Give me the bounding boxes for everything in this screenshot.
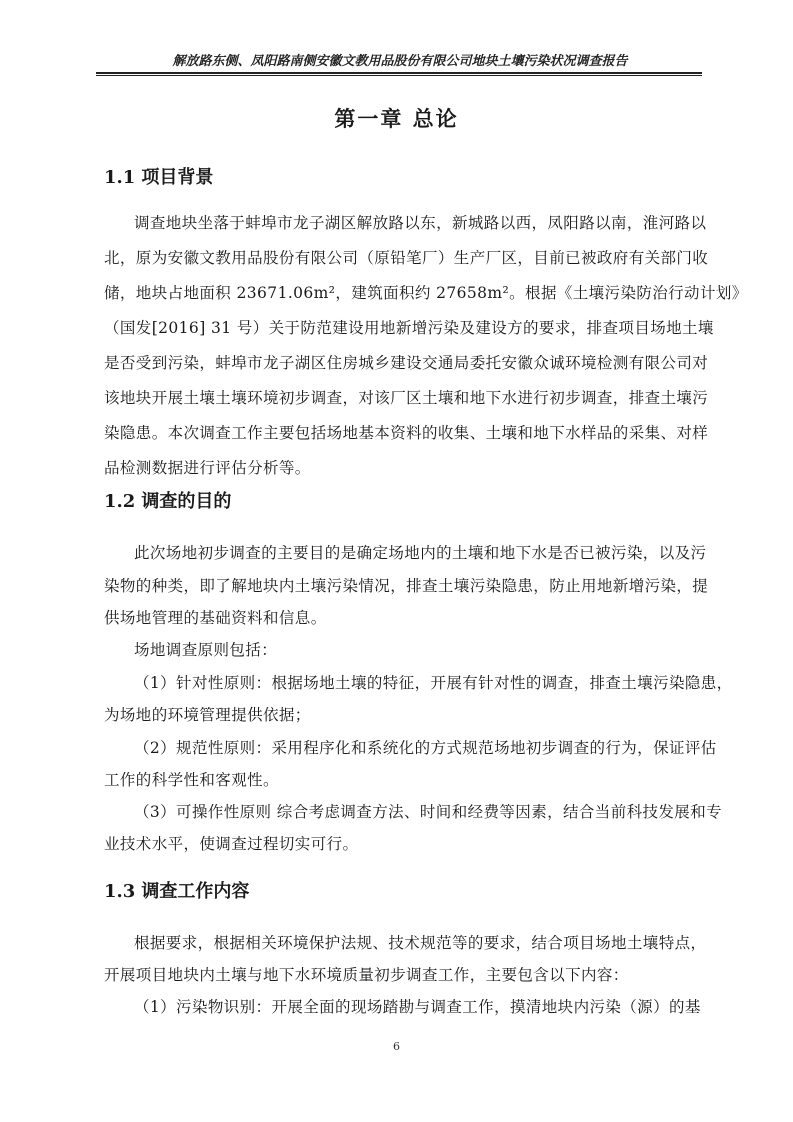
running-header: 解放路东侧、凤阳路南侧安徽文教用品股份有限公司地块土壤污染状况调查报告 [172,54,628,69]
paragraph-line: 北，原为安徽文教用品股份有限公司（原铅笔厂）生产厂区，目前已被政府有关部门收 [104,249,709,267]
paragraph-line: （国发[2016] 31 号）关于防范建设用地新增污染及建设方的要求，排查项目场地土壤 [104,319,714,337]
chapter-title: 第一章 总论 [334,106,459,131]
header-rule-thin [96,75,702,76]
paragraph-line: 品检测数据进行评估分析等。 [104,459,311,477]
section-title: 调查的目的 [141,491,232,512]
principle-line: （3）可操作性原则 综合考虑调查方法、时间和经费等因素，结合当前科技发展和专 [134,803,722,821]
paragraph-line: 根据要求，根据相关环境保护法规、技术规范等的要求，结合项目场地土壤特点， [134,934,707,952]
paragraph-line: （1）污染物识别：开展全面的现场踏勘与调查工作，摸清地块内污染（源）的基 [134,998,701,1016]
paragraph-line: 此次场地初步调查的主要目的是确定场地内的土壤和地下水是否已被污染，以及污 [134,544,707,562]
section-number: 1.3 [104,881,136,902]
paragraph-line: 调查地块坐落于蚌埠市龙子湖区解放路以东，新城路以西，凤阳路以南，淮河路以 [134,214,707,232]
section-number: 1.1 [104,167,136,188]
paragraph-line: 是否受到污染，蚌埠市龙子湖区住房城乡建设交通局委托安徽众诚环境检测有限公司对 [104,354,709,372]
principle-line: 业技术水平，使调查过程切实可行。 [104,835,359,853]
header-rule [96,72,702,74]
section-heading-1-1 [104,163,213,189]
paragraph-line: 染物的种类，即了解地块内土壤污染情况，排查土壤污染隐患，防止用地新增污染，提 [104,577,709,595]
principle-line: （2）规范性原则：采用程序化和系统化的方式规范场地初步调查的行为，保证评估 [134,739,717,757]
section-title: 项目背景 [141,167,214,188]
paragraph-line: 染隐患。本次调查工作主要包括场地基本资料的收集、土壤和地下水样品的采集、对样 [104,424,709,442]
principle-line: 工作的科学性和客观性。 [104,771,279,789]
section-heading-1-3 [104,877,249,903]
principle-line: （1）针对性原则：根据场地土壤的特征，开展有针对性的调查，排查土壤污染隐患， [134,674,733,692]
paragraph-line: 供场地管理的基础资料和信息。 [104,609,327,627]
principle-line: 为场地的环境管理提供依据； [104,706,311,724]
page-number: 6 [393,1040,400,1053]
paragraph-line: 场地调查原则包括： [134,641,278,659]
section-heading-1-2 [104,487,231,513]
paragraph-line: 储，地块占地面积 23671.06m²，建筑面积约 27658m²。根据《土壤污染防治行动计划》 [104,284,748,302]
paragraph-line: 该地块开展土壤土壤环境初步调查，对该厂区土壤和地下水进行初步调查，排查土壤污 [104,389,709,407]
paragraph-line: 开展项目地块内土壤与地下水环境质量初步调查工作，主要包含以下内容： [104,966,629,984]
section-title: 调查工作内容 [141,881,250,902]
section-number: 1.2 [104,491,136,512]
